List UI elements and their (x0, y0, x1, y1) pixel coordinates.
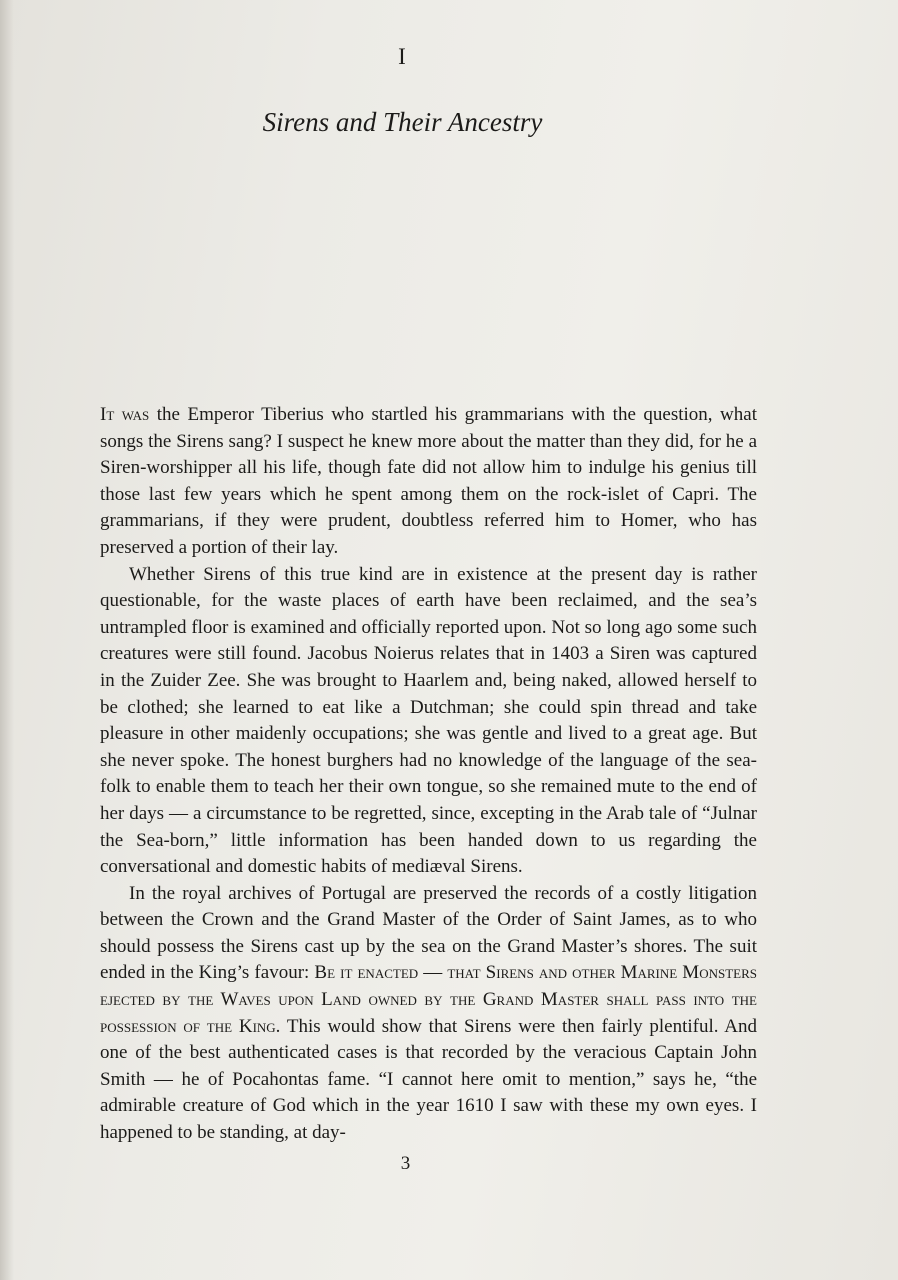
paragraph-3-text-before: In the royal archives of Portugal are preserved the records of a costly litigation between the Crown and the Grand Master of the Order of Saint James, as to who should possess the Sirens cast up by the sea on the Grand Master’s shores. The suit ended in the King’s favour: (100, 882, 757, 984)
chapter-title: Sirens and Their Ancestry (262, 107, 543, 137)
paragraph-3-text-after: This would show that Sirens were then fairly plentiful. And one of the best authenticated cases is that recorded by the veracious Captain John Smith — he of Pocahontas fame. “I cannot here omit to mention,” says he, “the admirable creature of God which in the year 1610 I saw with these my own eyes. I happened to be standing, at day- (100, 1015, 757, 1144)
paragraph-1 (100, 402, 757, 562)
page-number: 3 (400, 1153, 411, 1174)
paragraph-lead-in: It was (100, 404, 150, 425)
paragraph-2: Whether Sirens of this true kind are in existence at the present day is rather questionable, for the waste places of earth have been reclaimed, and the sea’s untrampled floor is examined and officially reported upon. Not so long ago some such creatures were still found. Jacobus Noierus relates that in 1403 a Siren was captured in the Zuider Zee. She was brought to Haarlem and, being naked, allowed herself to be clothed; she learned to eat like a Dutchman; she could spin thread and take pleasure in other maidenly occupations; she was gentle and lived to a great age. But she never spoke. The honest burghers had no knowledge of the language of the sea-folk to enable them to teach her their own tongue, so she remained mute to the end of her days — a circumstance to be regretted, since, excepting in the Arab tale of “Julnar the Sea-born,” little information has been handed down to us regarding the conversational and domestic habits of mediæval Sirens. (100, 563, 757, 878)
royal-decree: Be it enacted — that Sirens and other Marine Monsters ejected by the Waves upon Land owned by the Grand Master shall pass into the possession of the King. (100, 962, 757, 1037)
page-shadow-edge (0, 0, 14, 1280)
body-text (100, 402, 757, 1147)
paragraph-1-text: the Emperor Tiberius who startled his grammarians with the question, what songs the Sirens sang? I suspect he knew more about the matter than they did, for he a Siren-worshipper all his life, though fate did not allow him to indulge his genius till those last few years which he spent among them on the rock-islet of Capri. The grammarians, if they were prudent, doubtless referred him to Homer, who has preserved a portion of their lay. (100, 404, 757, 558)
chapter-number: I (398, 44, 407, 69)
paragraph-3 (100, 881, 757, 1147)
